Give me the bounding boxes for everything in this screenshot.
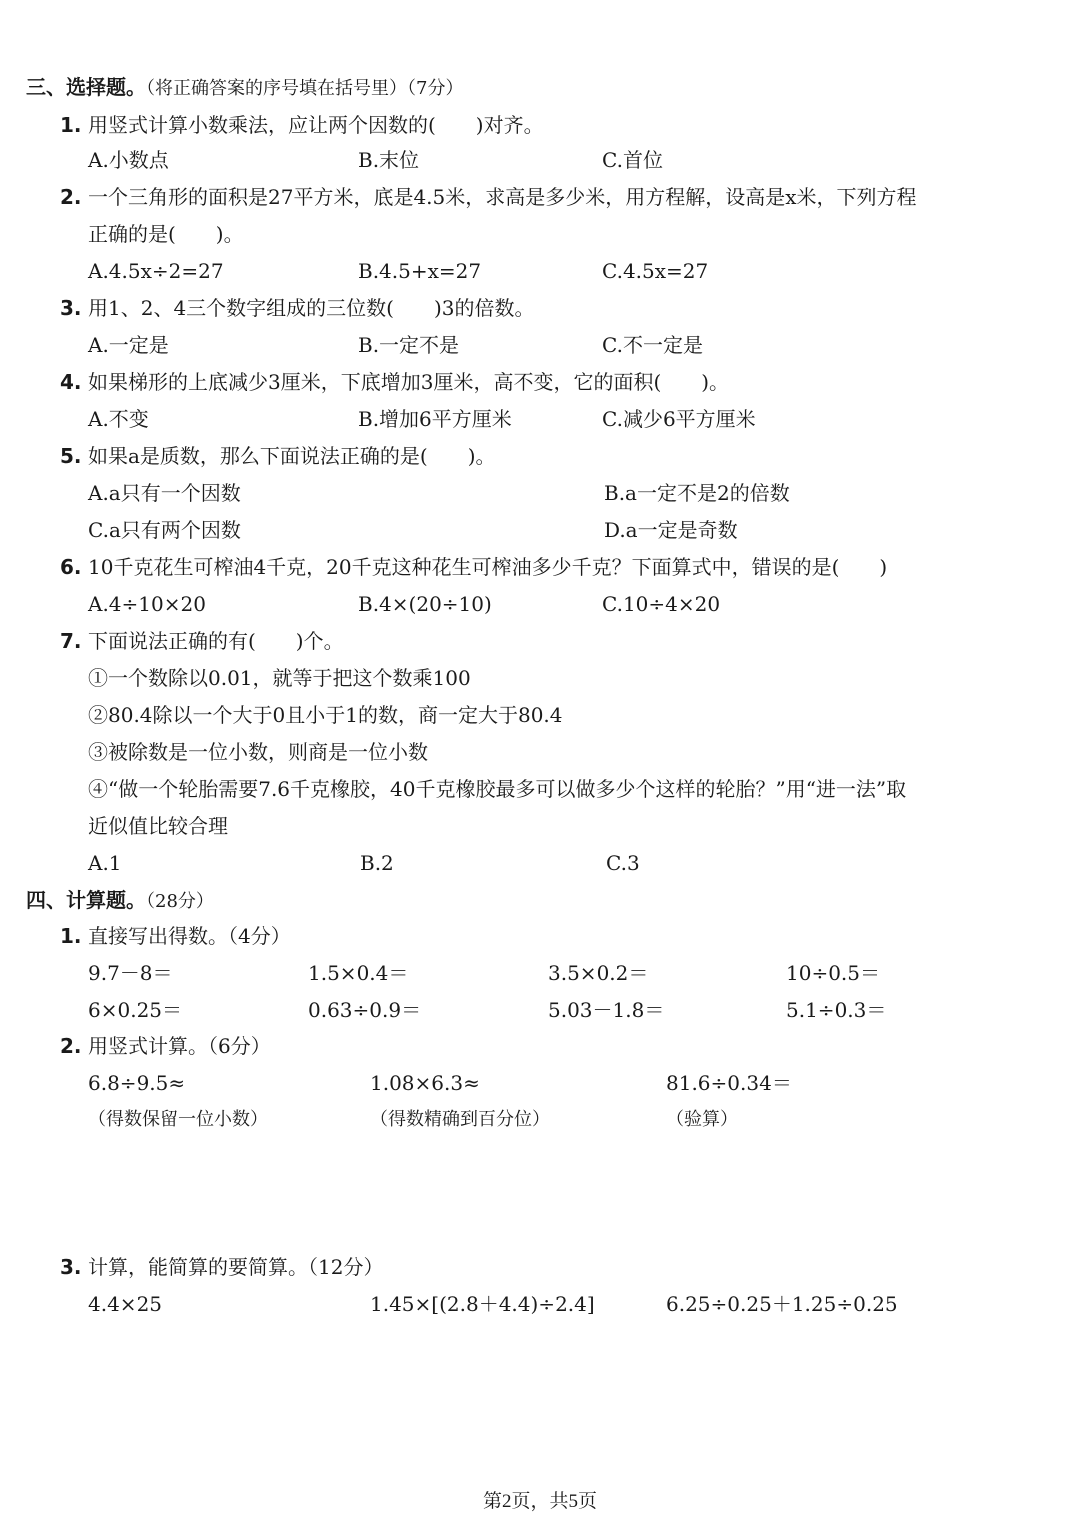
question-number: 2. [60,185,82,209]
question-text: 用竖式计算小数乘法，应让两个因数的( )对齐。 [88,113,544,137]
option-a: A.1 [88,851,122,875]
option-b: B.4×(20÷10) [358,592,492,616]
question-text: 10千克花生可榨油4千克，20千克这种花生可榨油多少千克？下面算式中，错误的是( ) [88,555,888,579]
option-c: C.首位 [602,148,663,172]
question-text: 用1、2、4三个数字组成的三位数( )3的倍数。 [88,296,535,320]
vertical-calc-item: 81.6÷0.34＝ [666,1071,792,1095]
oral-calc-item: 0.63÷0.9＝ [308,998,422,1022]
section-4-heading [26,887,214,915]
option-c: C.减少6平方厘米 [602,407,756,431]
question-number: 4. [60,370,82,394]
option-a: A.一定是 [88,333,169,357]
question-number: 1. [60,113,82,137]
vertical-calc-item: 1.08×6.3≈ [370,1071,480,1095]
section-4-note: （28分） [146,891,214,912]
oral-calc-item: 3.5×0.2＝ [548,961,649,985]
question-text: 如果梯形的上底减少3厘米，下底增加3厘米，高不变，它的面积( )。 [88,370,730,394]
option-c: C.不一定是 [602,333,703,357]
statement-1: ①一个数除以0.01，就等于把这个数乘100 [88,666,471,690]
option-a: A.4÷10×20 [88,592,206,616]
question-2-continuation: 正确的是( )。 [88,222,244,246]
question-number: 3. [60,296,82,320]
calc-question-3 [60,1254,383,1280]
statement-2: ②80.4除以一个大于0且小于1的数，商一定大于80.4 [88,703,563,727]
section-4-title: 四、计算题。 [26,888,146,912]
option-a: A.a只有一个因数 [88,481,241,505]
option-b: B.增加6平方厘米 [358,407,512,431]
option-a: A.4.5x÷2=27 [88,259,224,283]
option-d: D.a一定是奇数 [604,518,738,542]
simplify-calc-item: 6.25÷0.25＋1.25÷0.25 [666,1292,898,1316]
question-6 [60,554,887,580]
oral-calc-item: 9.7－8＝ [88,961,173,985]
option-a: A.小数点 [88,148,169,172]
statement-4-continuation: 近似值比较合理 [88,814,228,838]
option-b: B.4.5+x=27 [358,259,482,283]
vertical-calc-note: （得数精确到百分位） [370,1109,550,1130]
question-number: 1. [60,924,82,948]
vertical-calc-note: （验算） [666,1109,738,1130]
question-4 [60,369,729,395]
statement-4: ④“做一个轮胎需要7.6千克橡胶，40千克橡胶最多可以做多少个这样的轮胎？”用“进一法”取 [88,777,907,801]
calc-question-1 [60,923,291,949]
option-b: B.一定不是 [358,333,460,357]
question-number: 2. [60,1034,82,1058]
calc-question-2 [60,1033,271,1059]
option-c: C.4.5x=27 [602,259,709,283]
question-text: 下面说法正确的有( )个。 [88,629,344,653]
question-text: 计算，能简算的要简算。（12分） [88,1255,384,1279]
question-7 [60,628,344,654]
option-c: C.3 [606,851,640,875]
vertical-calc-note: （得数保留一位小数） [88,1109,268,1130]
question-3 [60,295,535,321]
oral-calc-item: 10÷0.5＝ [786,961,881,985]
option-b: B.a一定不是2的倍数 [604,481,790,505]
vertical-calc-item: 6.8÷9.5≈ [88,1071,186,1095]
oral-calc-item: 1.5×0.4＝ [308,961,409,985]
page-footer: 第2页，共5页 [482,1491,597,1512]
option-c: C.a只有两个因数 [88,518,241,542]
question-number: 7. [60,629,82,653]
question-1 [60,112,544,138]
oral-calc-item: 5.03－1.8＝ [548,998,665,1022]
option-b: B.末位 [358,148,420,172]
question-2 [60,184,917,210]
section-3-note: （将正确答案的序号填在括号里）（7分） [146,78,464,99]
simplify-calc-item: 4.4×25 [88,1292,163,1316]
question-number: 6. [60,555,82,579]
statement-3: ③被除数是一位小数，则商是一位小数 [88,740,428,764]
option-a: A.不变 [88,407,149,431]
question-5 [60,443,496,469]
option-c: C.10÷4×20 [602,592,721,616]
question-text: 一个三角形的面积是27平方米，底是4.5米，求高是多少米，用方程解，设高是x米，下列方程 [88,185,917,209]
oral-calc-item: 6×0.25＝ [88,998,183,1022]
section-3-title: 三、选择题。 [26,75,146,99]
simplify-calc-item: 1.45×[(2.8＋4.4)÷2.4] [370,1292,595,1316]
question-number: 3. [60,1255,82,1279]
question-text: 直接写出得数。（4分） [88,924,291,948]
question-number: 5. [60,444,82,468]
option-b: B.2 [360,851,394,875]
section-3-heading [26,74,463,102]
question-text: 如果a是质数，那么下面说法正确的是( )。 [88,444,496,468]
question-text: 用竖式计算。（6分） [88,1034,271,1058]
oral-calc-item: 5.1÷0.3＝ [786,998,887,1022]
